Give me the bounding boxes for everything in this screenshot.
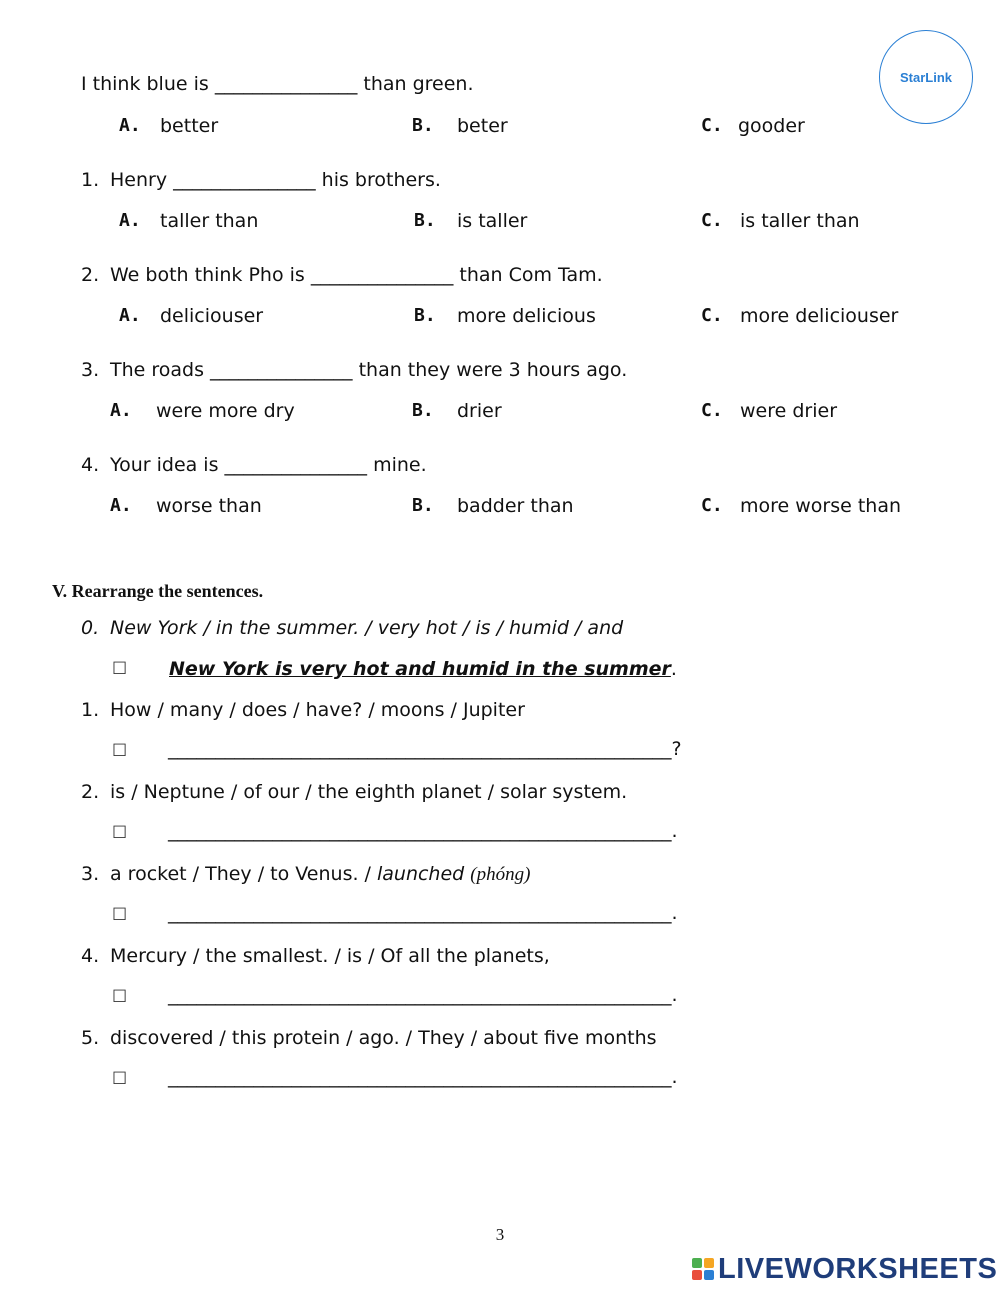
logo-square [692, 1270, 702, 1280]
option-letter-a: A. [110, 495, 132, 516]
option-text-b[interactable]: drier [457, 400, 502, 422]
option-letter-a: A. [110, 400, 132, 421]
answer-blank[interactable]: _____________________________________________________ [168, 984, 672, 1006]
option-letter-b: B. [412, 495, 434, 516]
item-prompt-italic: launched [376, 863, 465, 885]
item-prompt [110, 862, 530, 887]
logo-square [704, 1258, 714, 1268]
answer-blank[interactable]: _____________________________________________________ [168, 738, 672, 760]
question-number: 1. [81, 169, 100, 191]
answer-end: . [671, 984, 678, 1006]
option-letter-b: B. [414, 305, 436, 326]
question-number: 2. [81, 264, 100, 286]
option-letter-c: C. [701, 305, 723, 326]
option-letter-c: C. [701, 210, 723, 231]
answer-end: . [671, 820, 678, 842]
option-letter-b: B. [414, 210, 436, 231]
page-number: 3 [495, 1225, 505, 1244]
option-text-c[interactable]: more deliciouser [740, 305, 899, 327]
liveworksheets-logo[interactable] [692, 1252, 997, 1286]
answer-blank[interactable]: _____________________________________________________ [168, 1066, 672, 1088]
question-stem: The roads _______________ than they were 3 hours ago. [110, 359, 628, 381]
option-text-a[interactable]: were more dry [156, 400, 295, 422]
option-text-c[interactable]: is taller than [740, 210, 860, 232]
answer-end: . [671, 1066, 678, 1088]
answer-blank[interactable]: _____________________________________________________ [168, 902, 672, 924]
checkbox-icon: ☐ [112, 1069, 128, 1089]
option-text-a[interactable]: taller than [160, 210, 259, 232]
option-letter-b: B. [412, 400, 434, 421]
example-answer-text: New York is very hot and humid in the summer [169, 658, 671, 680]
option-text-a[interactable]: deliciouser [160, 305, 264, 327]
starlink-logo [879, 30, 973, 124]
option-text-a[interactable]: better [160, 115, 219, 137]
example-answer-end: . [670, 658, 677, 680]
answer-end: . [671, 902, 678, 924]
item-number: 2. [81, 781, 100, 803]
question-stem: We both think Pho is _______________ than Com Tam. [110, 264, 603, 286]
checkbox-icon: ☐ [112, 905, 128, 925]
logo-text: StarLink [899, 69, 952, 85]
question-number: 4. [81, 454, 100, 476]
item-number: 4. [81, 945, 100, 967]
option-text-c[interactable]: were drier [740, 400, 838, 422]
option-text-a[interactable]: worse than [156, 495, 262, 517]
checkbox-icon: ☐ [112, 741, 128, 761]
logo-square [692, 1258, 702, 1268]
option-letter-a: A. [119, 210, 141, 231]
section-heading: V. Rearrange the sentences. [52, 581, 264, 601]
answer-line[interactable] [168, 983, 678, 1007]
option-text-c[interactable]: more worse than [740, 495, 902, 517]
item-prompt: is / Neptune / of our / the eighth planet / solar system. [110, 781, 628, 803]
answer-line[interactable] [168, 737, 682, 761]
item-prompt-text: a rocket / They / to Venus. / [110, 863, 377, 885]
item-number: 1. [81, 699, 100, 721]
example-stem: I think blue is _______________ than green. [81, 73, 474, 95]
option-letter-c: C. [701, 400, 723, 421]
translation-note: (phóng) [470, 864, 531, 885]
liveworksheets-text: LIVEWORKSHEETS [718, 1252, 998, 1285]
item-prompt: discovered / this protein / ago. / They / about five months [110, 1027, 657, 1049]
checkbox-icon: ☐ [112, 659, 128, 679]
option-letter-b: B. [412, 115, 434, 136]
option-text-b[interactable]: is taller [457, 210, 528, 232]
item-number: 3. [81, 863, 100, 885]
question-stem: Your idea is _______________ mine. [110, 454, 427, 476]
answer-blank[interactable]: _____________________________________________________ [168, 820, 672, 842]
answer-line[interactable] [168, 1065, 678, 1089]
item-prompt: How / many / does / have? / moons / Jupiter [110, 699, 525, 721]
option-text-b[interactable]: beter [457, 115, 508, 137]
option-letter-a: A. [119, 115, 141, 136]
answer-end: ? [671, 738, 682, 760]
option-letter-a: A. [119, 305, 141, 326]
example-number: 0. [81, 617, 100, 639]
checkbox-icon: ☐ [112, 823, 128, 843]
checkbox-icon: ☐ [112, 987, 128, 1007]
option-text-c[interactable]: gooder [738, 115, 805, 137]
example-prompt: New York / in the summer. / very hot / is / humid / and [110, 617, 624, 639]
option-text-b[interactable]: more delicious [457, 305, 596, 327]
answer-line[interactable] [168, 901, 678, 925]
answer-line[interactable] [168, 819, 678, 843]
option-letter-c: C. [701, 495, 723, 516]
liveworksheets-icon [692, 1258, 714, 1280]
example-answer [169, 657, 677, 681]
item-prompt: Mercury / the smallest. / is / Of all the planets, [110, 945, 550, 967]
question-stem: Henry _______________ his brothers. [110, 169, 441, 191]
question-number: 3. [81, 359, 100, 381]
logo-square [704, 1270, 714, 1280]
option-letter-c: C. [701, 115, 723, 136]
option-text-b[interactable]: badder than [457, 495, 574, 517]
item-number: 5. [81, 1027, 100, 1049]
